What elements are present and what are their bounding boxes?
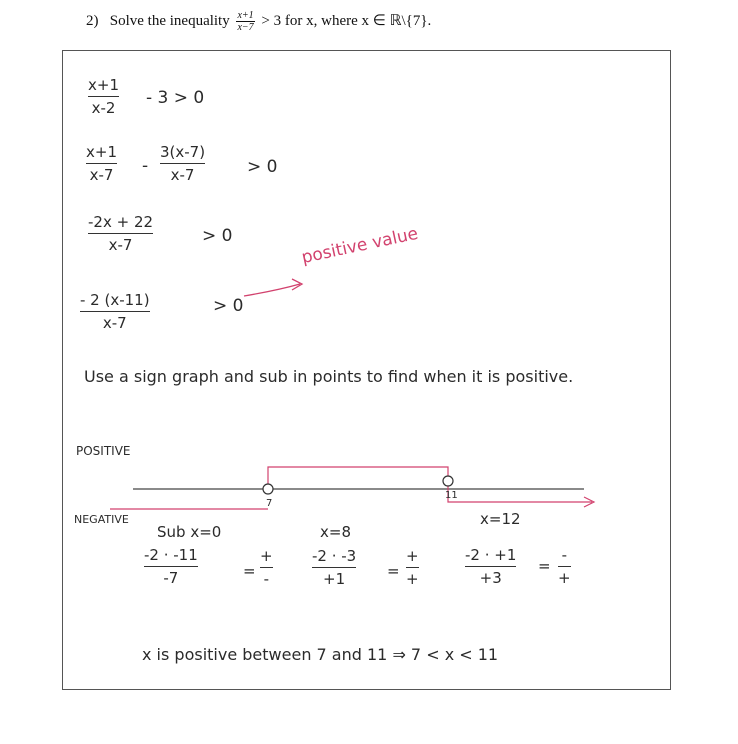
step1-numerator: x+1	[88, 76, 119, 97]
test3-result	[558, 546, 571, 587]
test3-equals: =	[538, 557, 551, 575]
test2-equals: =	[387, 562, 400, 580]
step3-denominator: x-7	[108, 236, 133, 254]
step4-numerator: - 2 (x-11)	[80, 291, 150, 312]
test1-result-den: -	[263, 570, 269, 588]
test3-result-den: +	[558, 569, 571, 587]
positive-region	[268, 467, 448, 489]
test2-result-num: +	[406, 547, 419, 568]
sign-graph-positive-label: POSITIVE	[76, 444, 131, 458]
step1-denominator: x-2	[91, 99, 116, 117]
test2-result	[406, 547, 419, 588]
step2-numerator-b: 3(x-7)	[160, 143, 205, 164]
step2-operator: -	[142, 156, 149, 176]
step3-rest: > 0	[202, 226, 233, 246]
conclusion-text: x is positive between 7 and 11 ⇒ 7 < x < 11	[142, 645, 499, 664]
step2-denominator-b: x-7	[170, 166, 195, 184]
test3-numerator: -2 · +1	[465, 546, 516, 567]
step4-rest: > 0	[213, 296, 244, 316]
step2-numerator-a: x+1	[86, 143, 117, 164]
sign-graph-negative-label: NEGATIVE	[74, 513, 129, 526]
test2-numerator: -2 · -3	[312, 547, 356, 568]
test1-title: Sub x=0	[157, 523, 222, 541]
test1-equals: =	[243, 562, 256, 580]
step2-denominator-a: x-7	[89, 166, 114, 184]
test3-title: x=12	[480, 510, 521, 528]
test1-fraction	[144, 546, 198, 587]
test2-title: x=8	[320, 523, 351, 541]
test3-denominator: +3	[479, 569, 502, 587]
question-prefix: Solve the inequality	[109, 12, 230, 29]
question-fraction-numerator: x+1	[237, 10, 254, 21]
test2-fraction	[312, 547, 356, 588]
question-suffix: > 3 for x, where x ∈ ℝ\{7}.	[261, 12, 432, 29]
question-number: 2)	[86, 12, 99, 29]
test2-denominator: +1	[323, 570, 346, 588]
open-point-7	[263, 484, 273, 494]
test3-result-num: -	[558, 546, 571, 567]
test1-result-num: +	[260, 547, 273, 568]
tick-label-11: 11	[445, 490, 458, 501]
step3-numerator: -2x + 22	[88, 213, 153, 234]
instruction-text: Use a sign graph and sub in points to find when it is positive.	[84, 367, 574, 386]
test1-denominator: -7	[163, 569, 179, 587]
test1-numerator: -2 · -11	[144, 546, 198, 567]
step2-rest: > 0	[247, 157, 278, 177]
negative-region-right	[448, 489, 592, 502]
annotation-text: positive value	[299, 223, 420, 268]
test3-fraction	[465, 546, 516, 587]
open-point-11	[443, 476, 453, 486]
tick-label-7: 7	[266, 498, 273, 509]
question-fraction-denominator: x−7	[237, 22, 254, 33]
step1-rest: - 3 > 0	[146, 88, 205, 108]
test1-result	[260, 547, 273, 588]
test2-result-den: +	[406, 570, 419, 588]
step4-denominator: x-7	[102, 314, 127, 332]
